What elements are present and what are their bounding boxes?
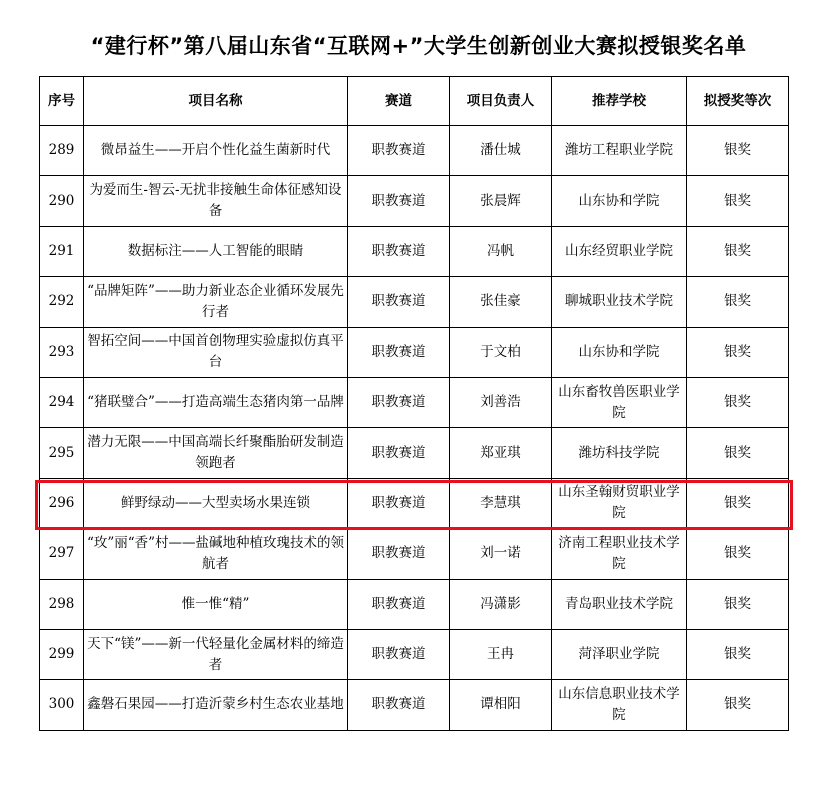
table-row	[40, 176, 789, 226]
table-row	[40, 680, 789, 730]
table-row	[40, 478, 789, 528]
page-title: “建行杯”第八届山东省“互联网+”大学生创新创业大赛拟授银奖名单	[90, 34, 747, 58]
award-level-cell: 银奖	[687, 176, 789, 226]
award-level-cell: 银奖	[687, 529, 789, 579]
table-row	[40, 529, 789, 579]
leader-cell: 潘仕城	[450, 126, 552, 176]
row-number-cell: 290	[40, 176, 84, 226]
award-level-cell: 银奖	[687, 680, 789, 730]
project-name-cell: 鲜野绿动——大型卖场水果连锁	[84, 478, 348, 528]
track-cell: 职教赛道	[348, 629, 450, 679]
project-name-cell: 微昂益生——开启个性化益生菌新时代	[84, 126, 348, 176]
leader-cell: 谭相阳	[450, 680, 552, 730]
track-cell: 职教赛道	[348, 428, 450, 478]
leader-cell: 冯潇影	[450, 579, 552, 629]
row-number-cell: 296	[40, 478, 84, 528]
header-track: 赛道	[348, 77, 450, 126]
leader-cell: 于文柏	[450, 327, 552, 377]
header-project-name: 项目名称	[84, 77, 348, 126]
track-cell: 职教赛道	[348, 226, 450, 276]
leader-cell: 张佳豪	[450, 277, 552, 327]
school-cell: 菏泽职业学院	[552, 629, 687, 679]
project-name-cell: “猪联璧合”——打造高端生态猪肉第一品牌	[84, 377, 348, 427]
project-name-cell: 为爱而生-智云-无扰非接触生命体征感知设备	[84, 176, 348, 226]
project-name-cell: 鑫磐石果园——打造沂蒙乡村生态农业基地	[84, 680, 348, 730]
track-cell: 职教赛道	[348, 176, 450, 226]
school-cell: 山东协和学院	[552, 327, 687, 377]
leader-cell: 李慧琪	[450, 478, 552, 528]
award-level-cell: 银奖	[687, 126, 789, 176]
track-cell: 职教赛道	[348, 680, 450, 730]
row-number-cell: 298	[40, 579, 84, 629]
school-cell: 山东圣翰财贸职业学院	[552, 478, 687, 528]
table-row	[40, 579, 789, 629]
project-name-cell: 惟一惟“精”	[84, 579, 348, 629]
award-level-cell: 银奖	[687, 478, 789, 528]
table-row	[40, 428, 789, 478]
row-number-cell: 300	[40, 680, 84, 730]
table-header-row	[40, 77, 789, 126]
row-number-cell: 291	[40, 226, 84, 276]
award-table	[39, 76, 789, 731]
leader-cell: 冯帆	[450, 226, 552, 276]
project-name-cell: 智拓空间——中国首创物理实验虚拟仿真平台	[84, 327, 348, 377]
school-cell: 山东信息职业技术学院	[552, 680, 687, 730]
school-cell: 潍坊工程职业学院	[552, 126, 687, 176]
school-cell: 山东畜牧兽医职业学院	[552, 377, 687, 427]
table-row	[40, 629, 789, 679]
leader-cell: 刘一诺	[450, 529, 552, 579]
project-name-cell: 数据标注——人工智能的眼睛	[84, 226, 348, 276]
table-row	[40, 277, 789, 327]
header-no: 序号	[40, 77, 84, 126]
award-level-cell: 银奖	[687, 226, 789, 276]
row-number-cell: 297	[40, 529, 84, 579]
track-cell: 职教赛道	[348, 277, 450, 327]
project-name-cell: “品牌矩阵”——助力新业态企业循环发展先行者	[84, 277, 348, 327]
header-award: 拟授奖等次	[687, 77, 789, 126]
leader-cell: 郑亚琪	[450, 428, 552, 478]
school-cell: 聊城职业技术学院	[552, 277, 687, 327]
award-level-cell: 银奖	[687, 277, 789, 327]
row-number-cell: 294	[40, 377, 84, 427]
project-name-cell: 潜力无限——中国高端长纤聚酯胎研发制造领跑者	[84, 428, 348, 478]
project-name-cell: 天下“镁”——新一代轻量化金属材料的缔造者	[84, 629, 348, 679]
leader-cell: 王冉	[450, 629, 552, 679]
award-level-cell: 银奖	[687, 377, 789, 427]
track-cell: 职教赛道	[348, 377, 450, 427]
track-cell: 职教赛道	[348, 126, 450, 176]
track-cell: 职教赛道	[348, 327, 450, 377]
school-cell: 山东经贸职业学院	[552, 226, 687, 276]
table-row	[40, 126, 789, 176]
track-cell: 职教赛道	[348, 529, 450, 579]
leader-cell: 张晨辉	[450, 176, 552, 226]
school-cell: 青岛职业技术学院	[552, 579, 687, 629]
leader-cell: 刘善浩	[450, 377, 552, 427]
row-number-cell: 292	[40, 277, 84, 327]
header-leader: 项目负责人	[450, 77, 552, 126]
award-level-cell: 银奖	[687, 579, 789, 629]
school-cell: 济南工程职业技术学院	[552, 529, 687, 579]
row-number-cell: 289	[40, 126, 84, 176]
table-row	[40, 226, 789, 276]
award-level-cell: 银奖	[687, 327, 789, 377]
award-level-cell: 银奖	[687, 629, 789, 679]
row-number-cell: 293	[40, 327, 84, 377]
track-cell: 职教赛道	[348, 579, 450, 629]
school-cell: 山东协和学院	[552, 176, 687, 226]
row-number-cell: 295	[40, 428, 84, 478]
header-school: 推荐学校	[552, 77, 687, 126]
table-row	[40, 377, 789, 427]
school-cell: 潍坊科技学院	[552, 428, 687, 478]
project-name-cell: “玫”丽“香”村——盐碱地种植玫瑰技术的领航者	[84, 529, 348, 579]
award-level-cell: 银奖	[687, 428, 789, 478]
table-row	[40, 327, 789, 377]
track-cell: 职教赛道	[348, 478, 450, 528]
row-number-cell: 299	[40, 629, 84, 679]
